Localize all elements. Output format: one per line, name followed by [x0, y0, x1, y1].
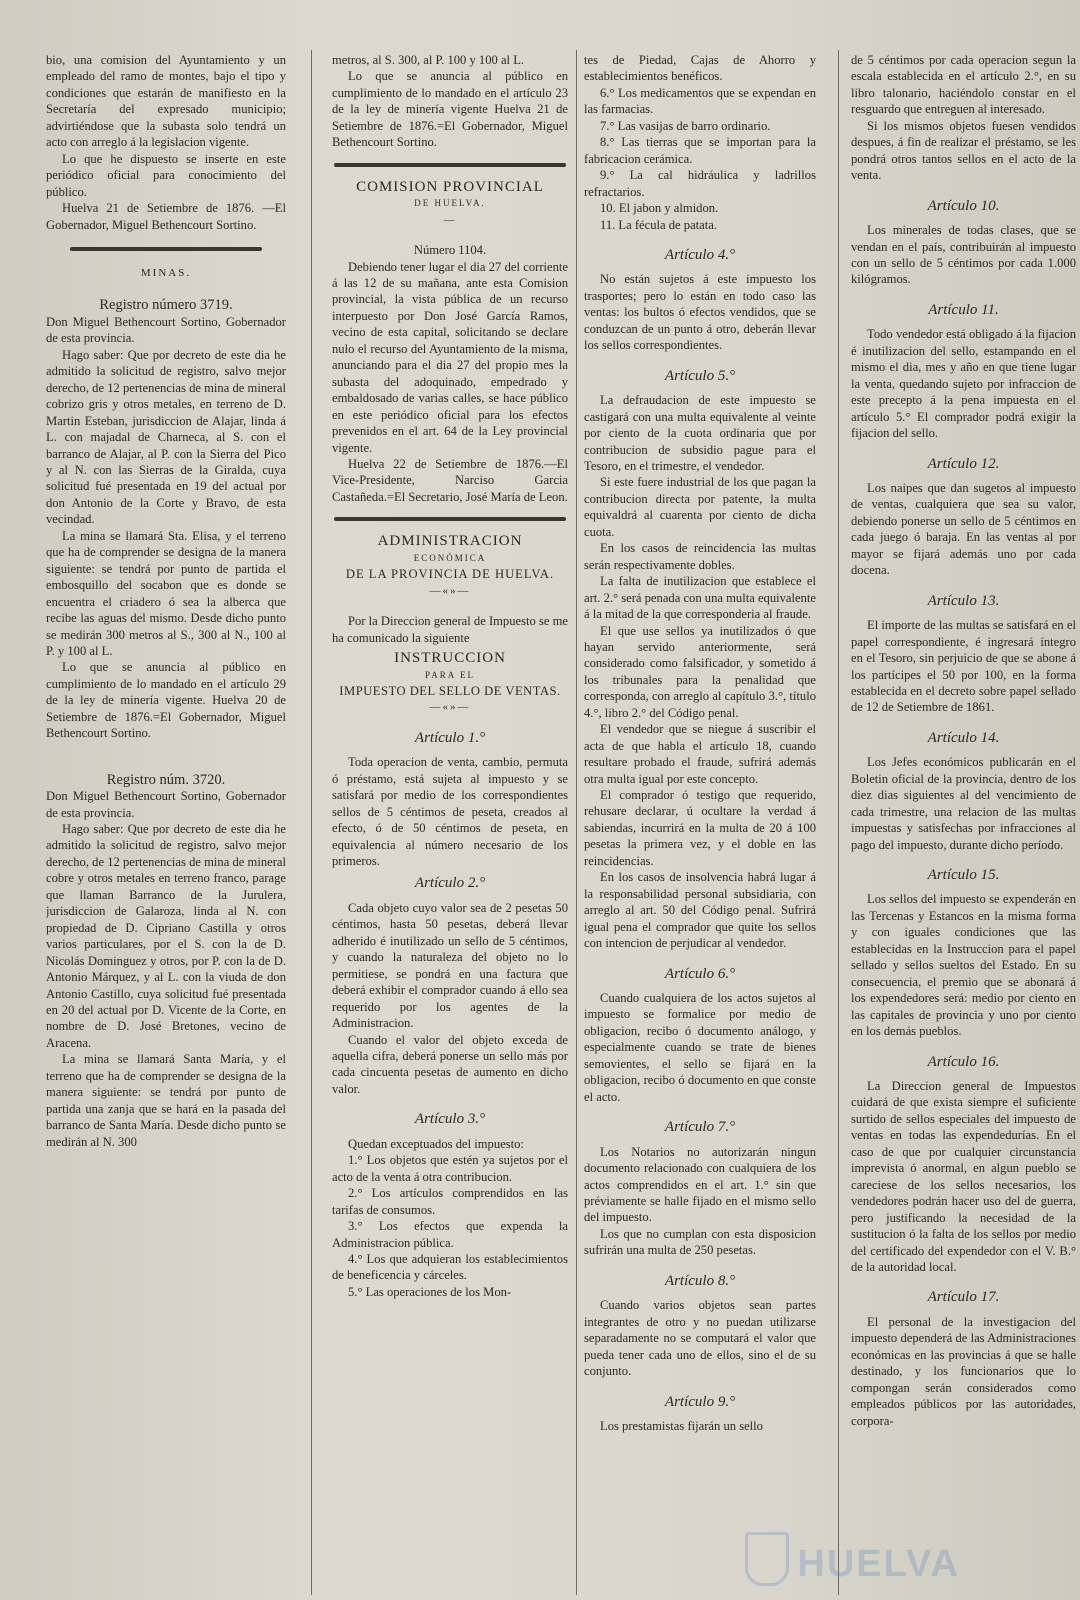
- article-heading: Artículo 14.: [927, 729, 1000, 746]
- paragraph: Si los mismos objetos fuesen vendidos despues, á fin de realizar el préstamo, se les pondrá otros tantos sellos en el acto de la venta.: [851, 118, 1076, 183]
- paragraph: Los Jefes económicos publicarán en el Boletin oficial de la provincia, dentro de los diez dias siguientes al del vencimiento de cada trimestre, una relacion de las multas impuestas y satisfechas por infracciones al pago del impuesto, durante dicho período.: [851, 755, 1076, 852]
- paragraph: Los sellos del impuesto se expenderán en las Tercenas y Estancos en la misma forma y con iguales condiciones que las establecidas en la Instruccion para el papel sellado y sellos sueltos del Estado. En su consecuencia, el premio que se abonará á los expendedores será: medio por ciento en las capitales de provincia y uno por ciento en los demás pueblos.: [851, 892, 1076, 1039]
- column-divider: [838, 50, 839, 1595]
- paragraph: En los casos de insolvencia habrá lugar á la responsabilidad personal subsidiaria, con arreglo al art. 50 del Código penal. Sufrirá igual pena el comprador que quite los sellos con intencion de perjudicar al vendedor.: [584, 870, 816, 951]
- article-heading: Artículo 6.°: [664, 965, 736, 982]
- list-item: 10. El jabon y almidon.: [600, 201, 719, 216]
- registry-title: Registro núm. 3720.: [106, 771, 226, 788]
- article-heading: Artículo 1.°: [414, 729, 486, 746]
- paragraph: Los minerales de todas clases, que se vendan en el país, contribuirán al impuesto con un sello de 5 céntimos por cada 1.000 kilógramos.: [851, 223, 1076, 287]
- paragraph: El vendedor que se niegue á suscribir el acta de que habla el artículo 18, cuando resultare probado el fraude, sufrirá además otra multa igual por este concepto.: [584, 722, 816, 786]
- article-heading: Artículo 3.°: [414, 1111, 486, 1128]
- section-title-comision: COMISION PROVINCIAL: [356, 178, 544, 195]
- dash-ornament: —: [443, 213, 457, 226]
- list-item: 8.° Las tierras que se importan para la fabricacion cerámica.: [584, 135, 816, 166]
- paragraph: La mina se llamará Santa María, y el terreno que ha de comprender se designa de la manera siguiente: se tendrá por punto de partida una zanja que se hará en la pasada del barranco de Santa María. Desde dicho punto se medirán al N. 300: [46, 1052, 286, 1149]
- paragraph: Toda operacion de venta, cambio, permuta ó préstamo, está sujeta al impuesto y se satisfará por medio de los correspondientes sellos de 5 céntimos de peseta, creados al efecto, ó de 50 céntimos de peseta, en equivalencia al número necesario de los primeros.: [332, 755, 568, 869]
- signature: Huelva 22 de Setiembre de 1876.—El Vice-Presidente, Narciso Garcia Castañeda.=El Secretario, José María de Leon.: [332, 456, 568, 504]
- paragraph: Los Notarios no autorizarán ningun documento relacionado con cualquiera de los actos comprendidos en el art. 1.° sin que préviamente se halle fijado en el mismo sello del impuesto.: [584, 1144, 816, 1225]
- column-2: [332, 52, 568, 1592]
- archive-watermark: [745, 1532, 960, 1586]
- column-1: [46, 52, 286, 1592]
- paragraph: La Direccion general de Impuestos cuidará de que exista siempre el suficiente surtido de sellos especiales del impuesto de ventas en todas las expendedurías. En el caso de que por cualquier circunstancia imprevista ó anormal, en algun pueblo se careciese de los sellos necesarios, los vendedores podrán hacer uso del de guerra, pero justificando la necesidad de la sustitucion ó la falta de los sellos por medio del certificado del expendedor con el V. B.° de la autoridad local.: [851, 1079, 1076, 1274]
- authority: Don Miguel Bethencourt Sortino, Gobernador de esta provincia.: [46, 314, 286, 346]
- list-item: 5.° Las operaciones de los Mon-: [348, 1284, 512, 1299]
- paragraph: El importe de las multas se satisfará en el papel correspondiente, é ingresará íntegro en el Tesoro, sin perjuicio de que se abone á los partícipes el 50 por 100, en la forma establecida en el decreto sobre papel sellado de 12 de Setiembre de 1861.: [851, 618, 1076, 715]
- paragraph: Cada objeto cuyo valor sea de 2 pesetas 50 céntimos, hasta 50 pesetas, deberá llevar adherido é inutilizado un sello de 5 céntimos, y cuando la naturaleza del objeto no lo permitiese, se pondrá en una factura que deberá exhibir el comprador cuando á ello sea requerido por los agentes de la Administracion.: [332, 900, 568, 1031]
- instruction-subject: IMPUESTO DEL SELLO DE VENTAS.: [339, 683, 561, 698]
- article-heading: Artículo 15.: [927, 867, 1000, 884]
- column-divider: [311, 50, 312, 1595]
- paragraph: de 5 céntimos por cada operacion segun la escala establecida en el artículo 2.°, en su libro talonario, haciéndolo constar en el resguardo que entreguen al interesado.: [851, 53, 1076, 117]
- paragraph: El comprador ó testigo que requerido, rehusare declarar, ú ocultare la verdad á sabiendas, incurrirá en la multa de 20 á 100 pesetas la primera vez, y el doble en las reincidencias.: [584, 788, 816, 868]
- list-item: 3.° Los efectos que expenda la Administracion pública.: [332, 1219, 568, 1250]
- paragraph: La mina se llamará Sta. Elisa, y el terreno que ha de comprender se designa de la manera siguiente: se tendrá por punto de partida el embosquillo del socabon que es donde se encuentra el criadero ó sea la alberca que recibe las aguas del mismo. Desde dicho punto se medirán 300 metros al S., 300 al N., 100 al P. y 100 al L.: [46, 528, 286, 658]
- list-item: 1.° Los objetos que estén ya sujetos por el acto de la venta á otra contribucion.: [332, 1153, 568, 1184]
- list-item: 6.° Los medicamentos que se expendan en las farmacias.: [584, 85, 816, 117]
- paragraph: bio, una comision del Ayuntamiento y un empleado del ramo de montes, bajo el tipo y condiciones que estarán de manifiesto en la Secretaría del expresado municipio; advirtiéndose que la subasta solo tendrá un acto con arreglo á la legislacion vigente.: [46, 53, 286, 150]
- instruction-subtitle: PARA EL: [425, 669, 475, 680]
- list-item: 2.° Los artículos comprendidos en las tarifas de consumos.: [332, 1186, 568, 1217]
- article-heading: Artículo 12.: [927, 455, 1000, 472]
- notice-number: Número 1104.: [413, 243, 487, 258]
- paragraph: Hago saber: Que por decreto de este dia he admitido la solicitud de registro, salvo mejor derecho, de 12 pertenencias de mina de mineral cobrizo gris y otros metales, en terreno de D. Martin Esteban, jurisdiccion de Alajar, linda á L. con majadal de Charneca, al S. con el barranco de Alajar, al P. con la Sierra del Pico y al N. con las Sierras de la Giralda, cuya solicitud fué presentada en 19 del actual por don Antonio de la Corte y Bravo, de esta vecindad.: [46, 347, 286, 527]
- paragraph: No están sujetos á este impuesto los trasportes; pero lo están en todo caso las ventas: los bultos ó efectos vendidos, que se conduzcan de un punto á otro, deberán llevar los sellos correspondientes.: [584, 272, 816, 353]
- article-heading: Artículo 7.°: [664, 1119, 736, 1136]
- paragraph: Cuando varios objetos sean partes integrantes de otro y no puedan utilizarse separadamente no se computará el valor que pueda tener cada uno de ellos, sino el de su conjunto.: [584, 1298, 816, 1379]
- section-subtitle: DE HUELVA.: [414, 198, 486, 209]
- section-separator: [334, 517, 566, 521]
- paragraph: Por la Direccion general de Impuesto se me ha comunicado la siguiente: [332, 614, 568, 645]
- column-4: [851, 52, 1076, 1592]
- column-divider: [576, 50, 577, 1595]
- list-item: 11. La fécula de patata.: [600, 217, 718, 232]
- paragraph: El personal de la investigacion del impuesto dependerá de las Administraciones económicas en las provincias á que se halle destinado, y los funcionarios que lo compongan serán considerados como empleados públicos por las autoridades, corpora-: [851, 1314, 1076, 1428]
- article-heading: Artículo 2.°: [414, 875, 486, 892]
- paragraph: Hago saber: Que por decreto de este dia he admitido la solicitud de registro, salvo mejor derecho, de 12 pertenencias de mina de mineral cobre y otros metales en terreno franco, parage que llaman Barranco de la Jurulera, jurisdiccion de Galaroza, linda al N. con propiedad de D. Cipriano Castilla y otros varios particulares, por el S. con la de D. Nicolás Dominguez y otros, por P. con la de D. Antonio Márquez, y al L. con la viuda de don Antonio Castillo, cuya solicitud fué presentada en 20 del actual por D. Vicente de la Corte, en nombre de D. José Bretones, vecino de Aracena.: [46, 822, 286, 1050]
- article-heading: Artículo 16.: [927, 1053, 1000, 1070]
- paragraph: La defraudacion de este impuesto se castigará con una multa equivalente al veinte por ciento de la cuota ordinaria que por contribucion de subsidio pague para el Tesoro, en el trimestre, el vendedor.: [584, 393, 816, 473]
- paragraph: Los que no cumplan con esta disposicion sufrirán una multa de 250 pesetas.: [584, 1226, 816, 1258]
- section-heading-minas: MINAS.: [140, 266, 192, 279]
- registry-title: Registro número 3719.: [99, 297, 233, 314]
- list-item: 9.° La cal hidráulica y ladrillos refractarios.: [584, 168, 816, 199]
- paragraph: Cuando cualquiera de los actos sujetos al impuesto se formalice por medio de obligacion, recibo ó documento análogo, y especialmente cuando se trate de bienes semovientes, el sello se fijará en la obligacion, recibo ó documento en que conste el acto.: [584, 991, 816, 1104]
- article-heading: Artículo 4.°: [664, 246, 736, 263]
- article-heading: Artículo 13.: [927, 592, 1000, 609]
- paragraph: La falta de inutilizacion que establece el art. 2.° será penada con una multa equivalente á la mitad de la que corresponderia al fraude.: [584, 574, 816, 622]
- paragraph: El que use sellos ya inutilizados ó que hayan servido anteriormente, será considerado como falsificador, y sometido á los tribunales para la penalidad que corresponda, con arreglo al capítulo 3.°, título 4.°, libro 2.° del Código penal.: [584, 623, 816, 720]
- section-separator: [70, 247, 262, 251]
- section-separator: [334, 163, 566, 167]
- paragraph: Los prestamistas fijarán un sello: [600, 1418, 763, 1433]
- paragraph: Lo que se anuncia al público en cumplimiento de lo mandado en el artículo 29 de la ley de minería vigente. Huelva 20 de Setiembre de 1876.=El Gobernador, Miguel Bethencourt Sortino.: [46, 660, 286, 741]
- paragraph: Todo vendedor está obligado á la fijacion é inutilizacion del sello, estampando en el mismo el dia, mes y año en que tiene lugar la venta, quedando sujeto por infraccion de este precepto á la pena impuesta en el artículo 5.° El comprador podrá exigir la fijacion del sello.: [851, 327, 1076, 441]
- signature: Huelva 21 de Setiembre de 1876. —El Gobernador, Miguel Bethencourt Sortino.: [46, 201, 286, 232]
- article-heading: Artículo 11.: [928, 301, 999, 318]
- paragraph: Quedan exceptuados del impuesto:: [348, 1136, 524, 1151]
- list-item: 7.° Las vasijas de barro ordinario.: [600, 118, 771, 133]
- paragraph: Lo que he dispuesto se inserte en este periódico oficial para conocimiento del público.: [46, 151, 286, 199]
- section-title-administracion: ADMINISTRACION: [377, 533, 523, 550]
- paragraph: Los naipes que dan sugetos al impuesto de ventas, cualquiera que sea su valor, debiendo ponerse un sello de 5 céntimos en cada juego ó baraja. En las ventas al por mayor se fijará además uno por cada docena.: [851, 480, 1076, 578]
- list-item: tes de Piedad, Cajas de Ahorro y establecimientos benéficos.: [584, 53, 816, 84]
- paragraph: Cuando el valor del objeto exceda de aquella cifra, deberá ponerse un sello más por cada cincuenta pesetas de aumento en dicho valor.: [332, 1032, 568, 1096]
- authority: Don Miguel Bethencourt Sortino, Gobernador de esta provincia.: [46, 789, 286, 820]
- column-3: [584, 52, 816, 1592]
- watermark-text: HUELVA: [797, 1543, 960, 1585]
- paragraph: Debiendo tener lugar el dia 27 del corriente á las 12 de su mañana, ante esta Comision provincial, la vista pública de un recurso interpuesto por Don José García Ramos, vecino de esta capital, solicitando se declare nulo el recurso del Ayuntamiento de la misma, anunciando para el dia 27 del propio mes la subasta del adoquinado, empedrado y embaldosado de varias calles, se hace público en este periódico oficial para los efectos prevenidos en el art. 64 de la Ley provincial vigente.: [332, 259, 568, 455]
- section-subtitle: ECONÓMICA: [413, 552, 487, 563]
- dash-ornament: —«»—: [429, 701, 471, 714]
- list-item: 4.° Los que adquieran los establecimientos de beneficencia y cárceles.: [332, 1252, 568, 1283]
- shield-icon: [745, 1532, 789, 1586]
- section-subtitle: DE LA PROVINCIA DE HUELVA.: [345, 567, 555, 582]
- article-heading: Artículo 9.°: [664, 1393, 736, 1410]
- paragraph: Lo que se anuncia al público en cumplimiento de lo mandado en el artículo 23 de la ley de minería vigente Huelva 21 de Setiembre de 1876.=El Gobernador, Miguel Bethencourt Sortino.: [332, 69, 568, 150]
- article-heading: Artículo 5.°: [664, 367, 736, 384]
- article-heading: Artículo 8.°: [664, 1272, 736, 1289]
- paragraph: En los casos de reincidencia las multas serán respectivamente dobles.: [584, 541, 816, 572]
- article-heading: Artículo 10.: [927, 197, 1000, 214]
- paragraph: Si este fuere industrial de los que pagan la contribucion directa por patente, la multa equivaldrá al cuarenta por ciento de dicha cuota.: [584, 475, 816, 539]
- paragraph: metros, al S. 300, al P. 100 y 100 al L.: [332, 53, 525, 67]
- article-heading: Artículo 17.: [927, 1289, 1000, 1306]
- instruction-title: INSTRUCCION: [394, 650, 506, 667]
- dash-ornament: —«»—: [429, 584, 471, 597]
